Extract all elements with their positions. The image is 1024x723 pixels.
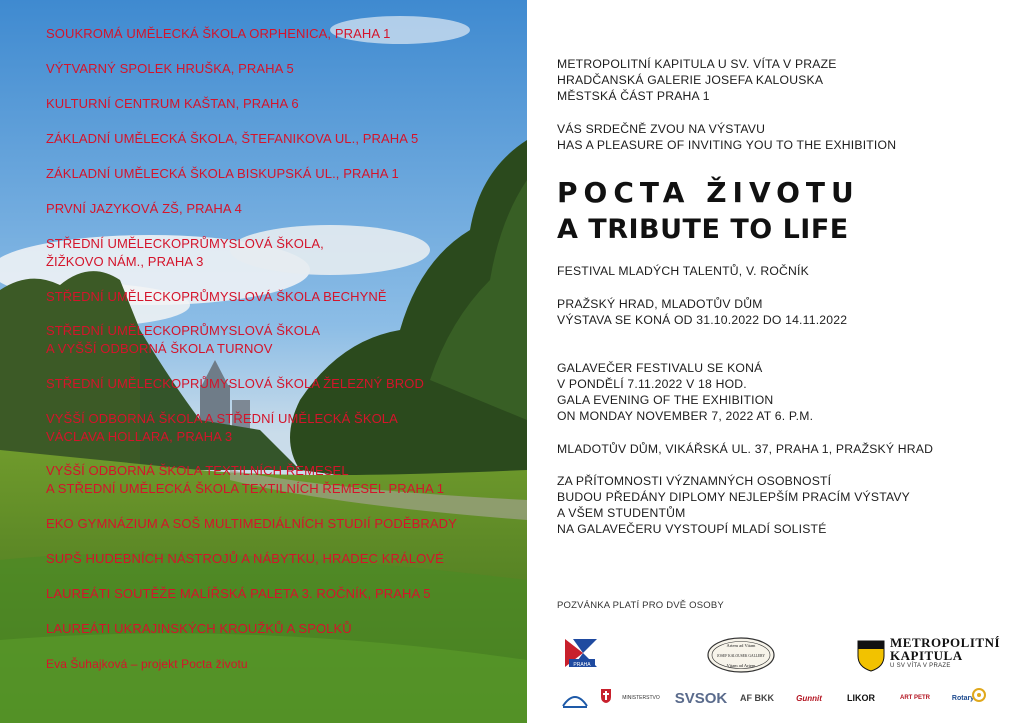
school-item: STŘEDNÍ UMĚLECKOPRŮMYSLOVÁ ŠKOLA BECHYNĚ [46,289,387,304]
invite-line: HAS A PLEASURE OF INVITING YOU TO THE EXHIBITION [557,138,897,152]
school-item: STŘEDNÍ UMĚLECKOPRŮMYSLOVÁ ŠKOLA ŽELEZNÝ BROD [46,376,424,391]
school-item: STŘEDNÍ UMĚLECKOPRŮMYSLOVÁ ŠKOLA [46,323,321,338]
honors-line: ZA PŘÍTOMNOSTI VÝZNAMNÝCH OSOBNOSTÍ [557,474,832,488]
gala-line: GALAVEČER FESTIVALU SE KONÁ [557,361,763,375]
school-item: LAUREÁTI UKRAJINSKÝCH KROUŽKŮ A SPOLKŮ [46,621,352,636]
kapitula-logo-text [890,636,1000,662]
title-english: A TRIBUTE TO LIFE [557,214,849,245]
school-item: ZÁKLADNÍ UMĚLECKÁ ŠKOLA BISKUPSKÁ UL., PRAHA 1 [46,166,399,181]
school-item: ŽIŽKOVO NÁM., PRAHA 3 [46,254,204,269]
school-item: KULTURNÍ CENTRUM KAŠTAN, PRAHA 6 [46,96,299,111]
school-item: A VYŠŠÍ ODBORNÁ ŠKOLA TURNOV [46,341,273,356]
praha-logo [563,637,601,676]
gallery-mid-text: JOSEF KALOUSEK GALLERY [717,654,765,658]
kapitula-sub: U SV VÍTA V PRAZE [890,663,951,669]
kapitula-line1: METROPOLITNÍ [890,635,1001,650]
gallery-logo [706,636,776,679]
school-item: EKO GYMNÁZIUM A SOŠ MULTIMEDIÁLNÍCH STUDIÍ PODĚBRADY [46,516,457,531]
ministry-text: MINISTERSTVO [622,695,660,701]
school-item: STŘEDNÍ UMĚLECKOPRŮMYSLOVÁ ŠKOLA, [46,236,324,251]
gallery-top-text: Artem ad Vitam [726,643,756,648]
school-item: SOUKROMÁ UMĚLECKÁ ŠKOLA ORPHENICA, PRAHA 1 [46,26,391,41]
invite-line: VÁS SRDEČNĚ ZVOU NA VÝSTAVU [557,122,766,136]
honors-line: A VŠEM STUDENTŮM [557,506,686,520]
rotary-wheel-icon [972,688,986,707]
school-item: LAUREÁTI SOUTĚŽE MALÍŘSKÁ PALETA 3. ROČNÍK, PRAHA 5 [46,586,431,601]
ministry-logo [600,688,612,709]
venue-line: VÝSTAVA SE KONÁ OD 31.10.2022 DO 14.11.2022 [557,313,848,327]
gallery-bottom-text: Vitam ad Artem [726,663,756,668]
school-item: VYŠŠÍ ODBORNÁ ŠKOLA A STŘEDNÍ UMĚLECKÁ ŠKOLA [46,411,398,426]
likor-logo: LIKOR [847,693,875,703]
venue-line: PRAŽSKÝ HRAD, MLADOTŮV DŮM [557,297,763,311]
artpetr-logo: ART PETR [900,695,930,701]
project-credit: Eva Šuhajková – projekt Pocta životu [46,657,248,671]
honors-line: NA GALAVEČERU VYSTOUPÍ MLADÍ SOLISTÉ [557,522,827,536]
honors-line: BUDOU PŘEDÁNY DIPLOMY NEJLEPŠÍM PRACÍM VÝSTAVY [557,490,911,504]
school-item: VÁCLAVA HOLLARA, PRAHA 3 [46,429,233,444]
school-item: PRVNÍ JAZYKOVÁ ZŠ, PRAHA 4 [46,201,242,216]
address-line: MLADOTŮV DŮM, VIKÁŘSKÁ UL. 37, PRAHA 1, PRAŽSKÝ HRAD [557,442,934,456]
kapitula-shield-icon [857,640,885,677]
festival-line: FESTIVAL MLADÝCH TALENTŮ, V. ROČNÍK [557,264,809,278]
school-item: A STŘEDNÍ UMĚLECKÁ ŠKOLA TEXTILNÍCH ŘEMESEL PRAHA 1 [46,481,445,496]
school-item: VYŠŠÍ ODBORNÁ ŠKOLA TEXTILNÍCH ŘEMESEL [46,463,349,478]
organizer-line: HRADČANSKÁ GALERIE JOSEFA KALOUSKA [557,73,824,87]
kapitula-line2: KAPITULA [890,648,963,663]
svsok-logo: SVSOK [674,689,728,707]
gala-line: GALA EVENING OF THE EXHIBITION [557,393,774,407]
culture-capital-logo [560,688,590,715]
gunnit-logo: Gunnit [796,693,822,703]
praha-label: PRAHA [573,662,591,668]
organizer-line: METROPOLITNÍ KAPITULA U SV. VÍTA V PRAZE [557,57,837,71]
school-item: ZÁKLADNÍ UMĚLECKÁ ŠKOLA, ŠTEFANIKOVA UL., PRAHA 5 [46,131,419,146]
gala-line: V PONDĚLÍ 7.11.2022 V 18 HOD. [557,377,747,391]
organizer-line: MĚSTSKÁ ČÁST PRAHA 1 [557,89,710,103]
school-item: VÝTVARNÝ SPOLEK HRUŠKA, PRAHA 5 [46,61,294,76]
school-item: SUPŠ HUDEBNÍCH NÁSTROJŮ A NÁBYTKU, HRADEC KRÁLOVÉ [46,551,444,566]
afbkk-logo: AF BKK [740,693,774,703]
gala-line: ON MONDAY NOVEMBER 7, 2022 AT 6. P.M. [557,409,814,423]
title-czech: POCTA ŽIVOTU [557,176,860,209]
rotary-logo: Rotary [951,694,975,702]
invitation-note: POZVÁNKA PLATÍ PRO DVĚ OSOBY [557,600,724,611]
